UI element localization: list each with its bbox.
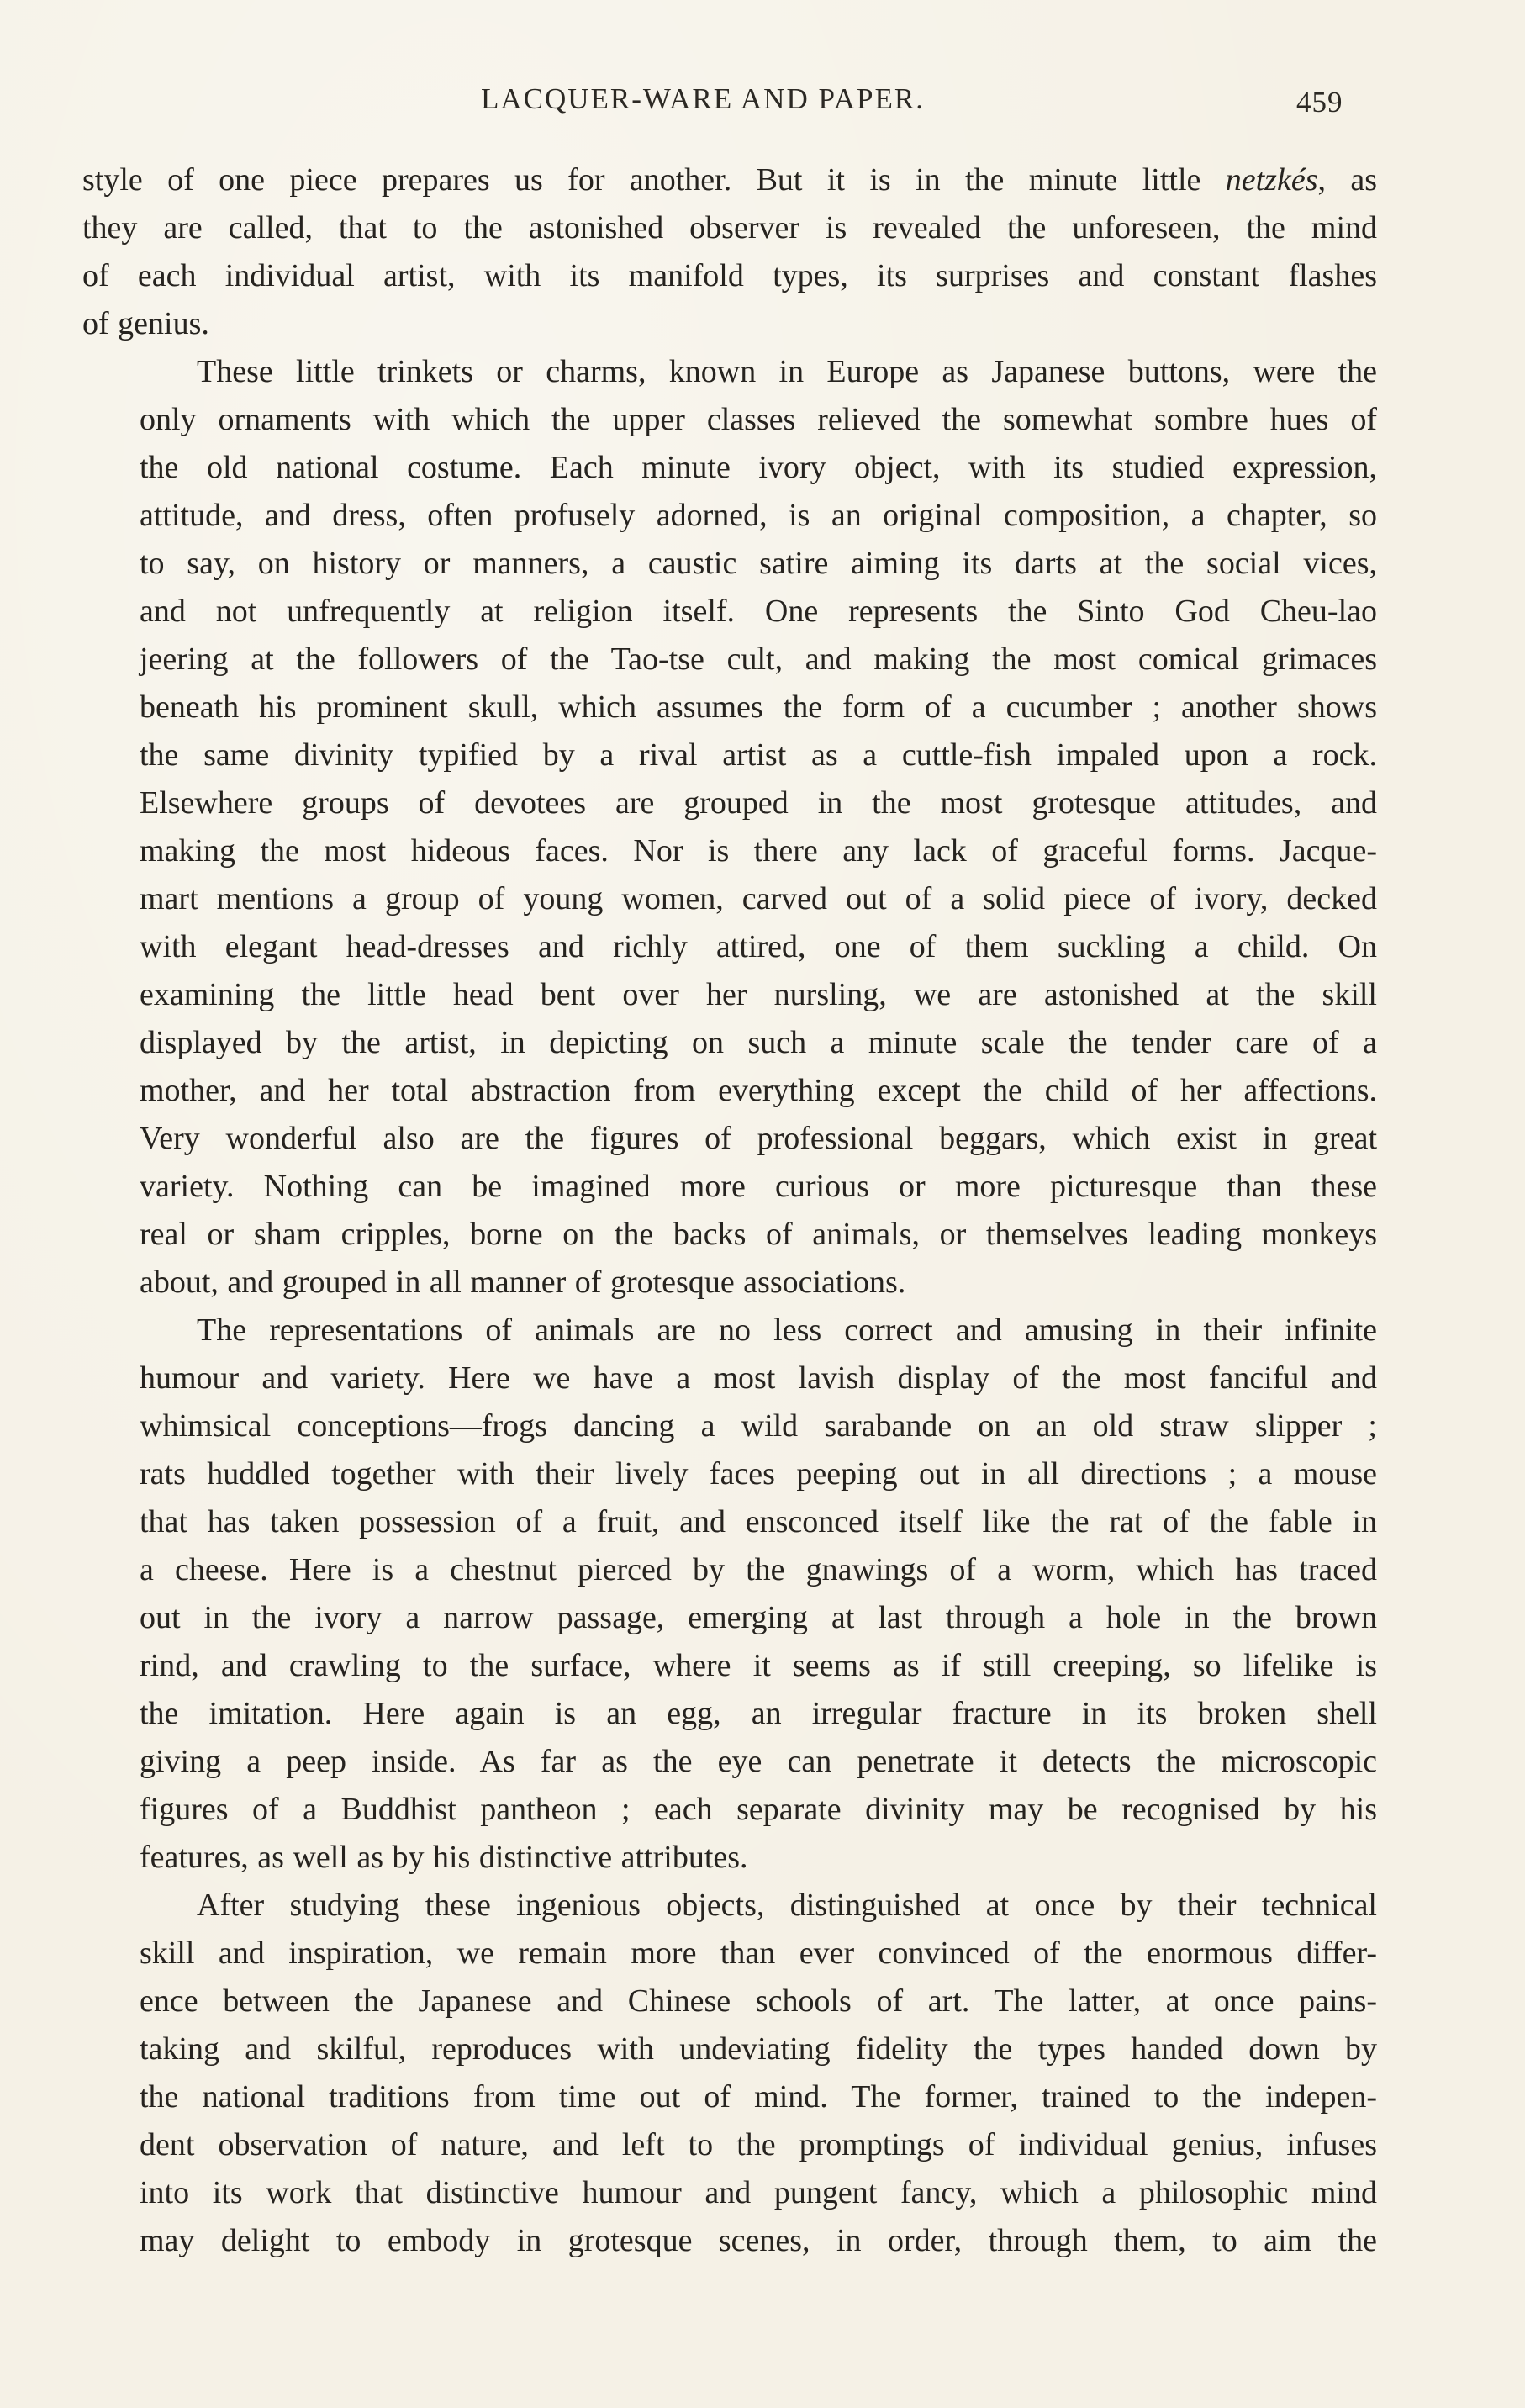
paragraph	[82, 156, 1377, 348]
text-line	[82, 1690, 1377, 1738]
text-line	[82, 204, 1377, 252]
text-line	[82, 1307, 1377, 1354]
text-run: only ornaments with which the upper classes relieved the somewhat sombre hues of	[140, 402, 1377, 437]
text-line	[82, 1450, 1377, 1498]
text-run: ence between the Japanese and Chinese schools of art. The latter, at once pains-	[140, 1983, 1377, 2019]
text-run: and not unfrequently at religion itself. One represents the Sinto God Cheu-lao	[140, 594, 1377, 629]
text-line	[82, 923, 1377, 971]
text-line	[82, 1642, 1377, 1690]
text-run: beneath his prominent skull, which assumes the form of a cucumber ; another shows	[140, 689, 1377, 725]
text-run: , as	[1317, 162, 1377, 198]
text-run: that has taken possession of a fruit, and ensconced itself like the rat of the fable in	[140, 1504, 1377, 1539]
text-line	[82, 492, 1377, 540]
text-run: mart mentions a group of young women, carved out of a solid piece of ivory, decked	[140, 881, 1377, 916]
text-line	[82, 1930, 1377, 1978]
text-run: the national traditions from time out of mind. The former, trained to the indepen-	[140, 2079, 1377, 2115]
paragraph	[82, 1882, 1377, 2265]
text-line	[82, 1354, 1377, 1402]
text-line	[82, 348, 1377, 396]
text-line	[82, 252, 1377, 300]
text-run: of each individual artist, with its manifold types, its surprises and constant flashes	[82, 258, 1377, 293]
text-run: attitude, and dress, often profusely adorned, is an original composition, a chapter, so	[140, 498, 1377, 533]
text-run: rats huddled together with their lively faces peeping out in all directions ; a mouse	[140, 1456, 1377, 1492]
text-run: they are called, that to the astonished observer is revealed the unforeseen, the mind	[82, 210, 1377, 246]
text-line	[82, 2217, 1377, 2265]
text-line	[82, 1402, 1377, 1450]
text-run: with elegant head-dresses and richly attired, one of them suckling a child. On	[140, 929, 1377, 964]
text-line	[82, 1834, 1377, 1882]
text-run: the same divinity typified by a rival artist as a cuttle-fish impaled upon a rock.	[140, 737, 1377, 773]
text-run: into its work that distinctive humour and pungent fancy, which a philosophic mind	[140, 2175, 1377, 2210]
text-run: about, and grouped in all manner of grotesque associations.	[140, 1265, 906, 1300]
text-line	[82, 2169, 1377, 2217]
text-line	[82, 636, 1377, 684]
page-number: 459	[1296, 86, 1343, 119]
text-line	[82, 2121, 1377, 2169]
text-line	[82, 1786, 1377, 1834]
text-run: displayed by the artist, in depicting on such a minute scale the tender care of a	[140, 1025, 1377, 1060]
text-run: skill and inspiration, we remain more than ever convinced of the enormous differ-	[140, 1935, 1377, 1971]
text-run: real or sham cripples, borne on the backs of animals, or themselves leading monkeys	[140, 1217, 1377, 1252]
running-head	[0, 82, 1525, 126]
text-line	[82, 1594, 1377, 1642]
text-run: out in the ivory a narrow passage, emerging at last through a hole in the brown	[140, 1600, 1377, 1635]
text-run: rind, and crawling to the surface, where it seems as if still creeping, so lifelike is	[140, 1648, 1377, 1683]
text-run: jeering at the followers of the Tao-tse cult, and making the most comical grimaces	[140, 642, 1377, 677]
italic-term: netzkés	[1225, 162, 1318, 198]
text-run: whimsical conceptions—frogs dancing a wild sarabande on an old straw slipper ;	[140, 1408, 1377, 1444]
text-line	[82, 540, 1377, 588]
text-run: may delight to embody in grotesque scenes, in order, through them, to aim the	[140, 2223, 1377, 2258]
text-line	[82, 1115, 1377, 1163]
text-line	[82, 1067, 1377, 1115]
text-line	[82, 396, 1377, 444]
text-run: examining the little head bent over her nursling, we are astonished at the skill	[140, 977, 1377, 1012]
text-run: The representations of animals are no less correct and amusing in their infinite	[197, 1312, 1377, 1348]
text-line	[82, 1019, 1377, 1067]
text-line	[82, 1738, 1377, 1786]
text-run: After studying these ingenious objects, distinguished at once by their technical	[197, 1888, 1377, 1923]
text-line	[82, 684, 1377, 731]
text-run: figures of a Buddhist pantheon ; each separate divinity may be recognised by his	[140, 1792, 1377, 1827]
text-run: mother, and her total abstraction from everything except the child of her affections.	[140, 1073, 1377, 1108]
text-run: the old national costume. Each minute ivory object, with its studied expression,	[140, 450, 1377, 485]
text-line	[82, 1546, 1377, 1594]
text-run: features, as well as by his distinctive attributes.	[140, 1840, 748, 1875]
text-line	[82, 156, 1377, 204]
text-run: Elsewhere groups of devotees are grouped in the most grotesque attitudes, and	[140, 785, 1377, 821]
text-line	[82, 1259, 1377, 1307]
text-line	[82, 300, 1377, 348]
text-line	[82, 731, 1377, 779]
text-run: taking and skilful, reproduces with undeviating fidelity the types handed down by	[140, 2031, 1377, 2067]
text-line	[82, 444, 1377, 492]
text-line	[82, 779, 1377, 827]
text-run: These little trinkets or charms, known in Europe as Japanese buttons, were the	[197, 354, 1377, 389]
paragraph	[82, 1307, 1377, 1882]
text-run: of genius.	[82, 306, 209, 341]
text-run: Very wonderful also are the figures of professional beggars, which exist in great	[140, 1121, 1377, 1156]
text-run: making the most hideous faces. Nor is there any lack of graceful forms. Jacque-	[140, 833, 1377, 869]
text-run: style of one piece prepares us for another. But it is in the minute little	[82, 162, 1226, 198]
text-line	[82, 971, 1377, 1019]
text-run: to say, on history or manners, a caustic satire aiming its darts at the social vices,	[140, 546, 1377, 581]
paragraph	[82, 348, 1377, 1307]
text-run: humour and variety. Here we have a most lavish display of the most fanciful and	[140, 1360, 1377, 1396]
text-line	[82, 827, 1377, 875]
text-run: a cheese. Here is a chestnut pierced by the gnawings of a worm, which has traced	[140, 1552, 1377, 1587]
text-run: giving a peep inside. As far as the eye can penetrate it detects the microscopic	[140, 1744, 1377, 1779]
body-text	[82, 156, 1377, 2265]
text-run: the imitation. Here again is an egg, an irregular fracture in its broken shell	[140, 1696, 1377, 1731]
text-line	[82, 1163, 1377, 1211]
text-line	[82, 1211, 1377, 1259]
text-run: dent observation of nature, and left to the promptings of individual genius, infuses	[140, 2127, 1377, 2162]
text-line	[82, 1882, 1377, 1930]
text-run: variety. Nothing can be imagined more curious or more picturesque than these	[140, 1169, 1377, 1204]
text-line	[82, 1978, 1377, 2025]
text-line	[82, 875, 1377, 923]
text-line	[82, 1498, 1377, 1546]
text-line	[82, 2025, 1377, 2073]
text-line	[82, 588, 1377, 636]
text-line	[82, 2073, 1377, 2121]
running-title: LACQUER-WARE AND PAPER.	[481, 82, 925, 115]
